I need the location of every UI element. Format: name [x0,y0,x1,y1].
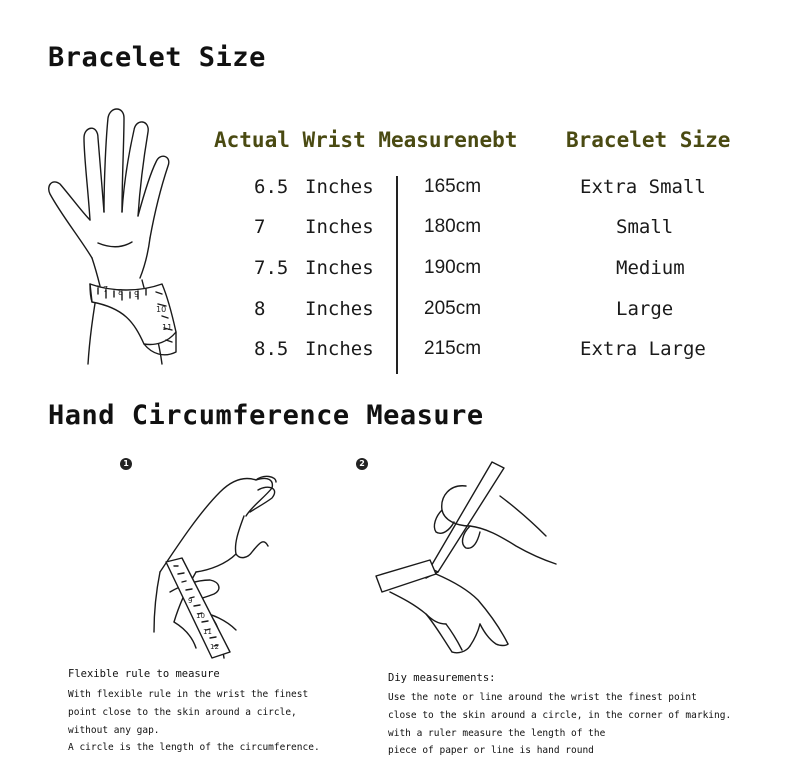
row-inches-value: 7 [254,216,266,238]
step-two-title: Diy measurements: [388,672,496,684]
tape-mark-label: 8 [118,288,124,297]
section-title: Hand Circumference Measure [48,400,484,431]
ruler-mark-label: 11 [203,628,212,636]
row-cm: 215cm [424,338,482,359]
row-unit: Inches [305,257,374,279]
tape-mark-label: 9 [134,290,140,299]
step-one-title: Flexible rule to measure [68,668,220,680]
hand-tape-illustration [40,108,200,368]
ruler-mark-label: 9 [188,597,193,605]
step-two-line: piece of paper or line is hand round [388,745,594,756]
row-inches-value: 7.5 [254,257,289,279]
row-unit: Inches [305,176,374,198]
row-size: Small [616,216,674,238]
step-one-line: point close to the skin around a circle, [68,707,297,718]
step-two-badge: 2 [356,458,368,470]
tape-mark-label: 7 [103,285,109,294]
row-cm: 190cm [424,257,482,278]
table-divider [396,176,398,374]
page-title: Bracelet Size [48,42,266,73]
row-cm: 180cm [424,216,482,237]
row-unit: Inches [305,298,374,320]
row-size: Extra Large [580,338,706,360]
step-two-line: Use the note or line around the wrist the finest point [388,692,697,703]
ruler-mark-label: 10 [196,612,205,620]
row-unit: Inches [305,338,374,360]
header-wrist-measurement: Actual Wrist Measurenebt [214,128,518,152]
step-one-line: With flexible rule in the wrist the finest [68,689,309,700]
row-cm: 205cm [424,298,482,319]
row-unit: Inches [305,216,374,238]
row-inches-value: 8 [254,298,266,320]
header-bracelet-size: Bracelet Size [566,128,731,152]
step-one-line: A circle is the length of the circumference. [68,742,320,753]
row-cm: 165cm [424,176,482,197]
row-inches-value: 8.5 [254,338,289,360]
row-size: Medium [616,257,685,279]
row-size: Large [616,298,674,320]
tape-mark-label: 11 [162,323,173,332]
step-one-line: without any gap. [68,725,160,736]
step-two-line: with a ruler measure the length of the [388,728,606,739]
row-inches-value: 6.5 [254,176,289,198]
flexible-rule-illustration [140,462,370,662]
tape-mark-label: 10 [156,305,167,314]
ruler-mark-label: 12 [210,643,219,651]
step-one-badge: 1 [120,458,132,470]
diy-measure-illustration [370,456,560,656]
row-size: Extra Small [580,176,706,198]
step-two-line: close to the skin around a circle, in the corner of marking. [388,710,732,721]
